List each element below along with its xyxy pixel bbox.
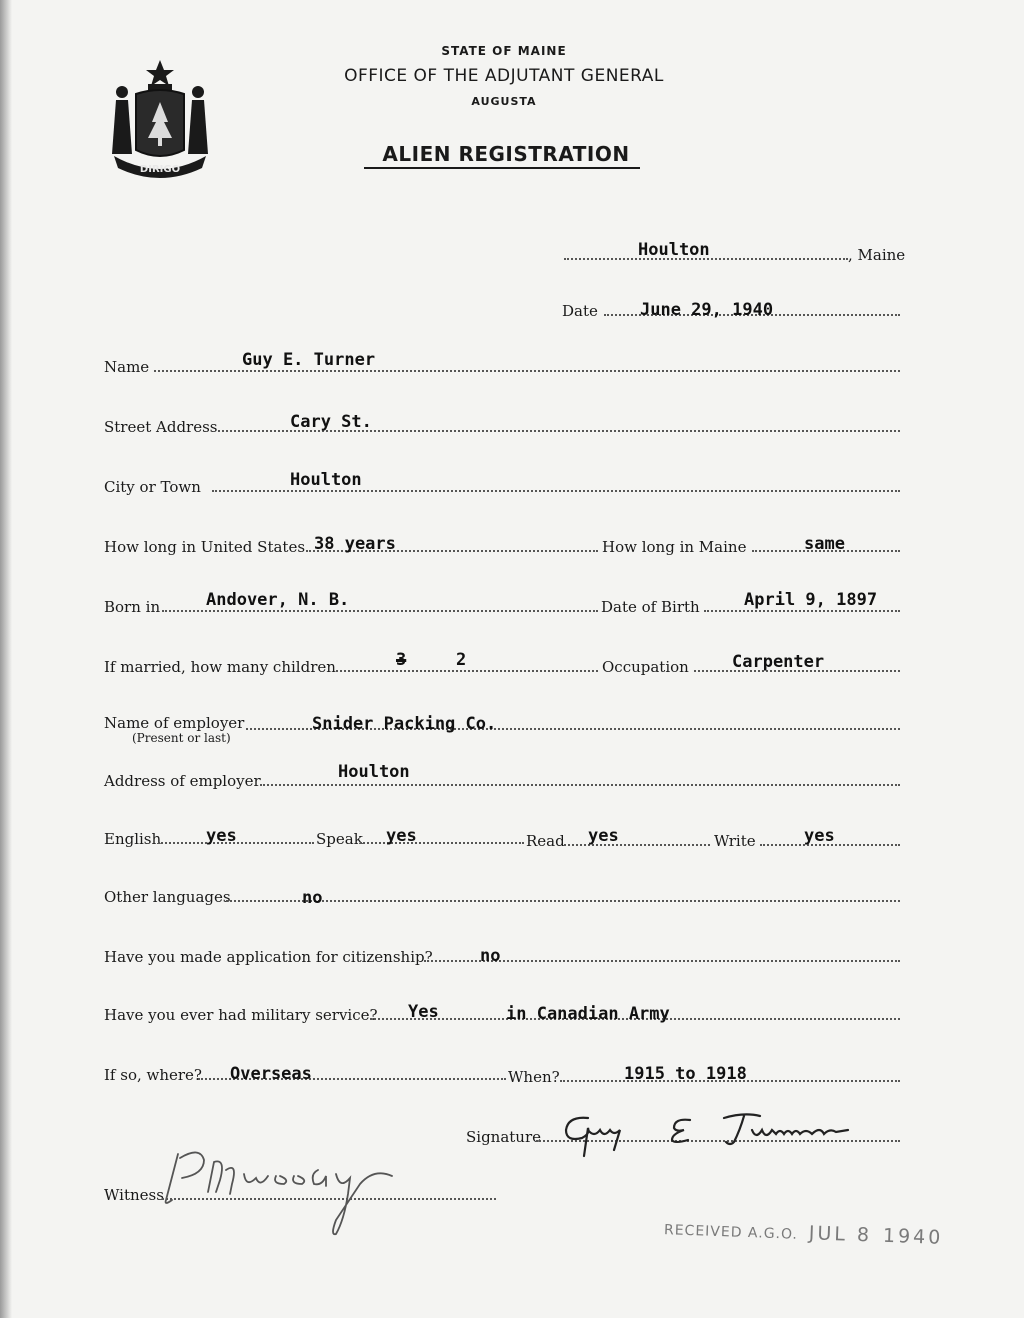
speak-line: [360, 842, 524, 844]
where-label: If so, where?: [104, 1066, 202, 1084]
city-heading: AUGUSTA: [471, 95, 537, 108]
born-in-label: Born in: [104, 598, 161, 616]
born-in-line: [162, 610, 598, 612]
employer-address-value: Houlton: [338, 762, 410, 782]
write-label: Write: [714, 832, 756, 850]
street-address-label: Street Address: [104, 418, 218, 436]
english-label: English: [104, 830, 162, 848]
received-stamp-date: JUL 8: [808, 1222, 873, 1247]
speak-label: Speak: [316, 830, 363, 848]
read-value: yes: [588, 826, 619, 846]
date-value: June 29, 1940: [640, 300, 774, 320]
state-heading: STATE OF MAINE: [441, 44, 567, 58]
received-stamp-text: RECEIVED A.G.O.: [663, 1222, 799, 1243]
when-value: 1915 to 1918: [624, 1064, 747, 1084]
employer-name-label: Name of employer: [104, 714, 245, 732]
other-languages-line: [226, 900, 900, 902]
speak-value: yes: [386, 826, 417, 846]
how-long-us-value: 38 years: [314, 534, 396, 554]
name-label: Name: [104, 358, 150, 376]
citizenship-label: Have you made application for citizenship?: [104, 948, 433, 966]
children-struck-value: 3: [396, 650, 407, 670]
office-heading: OFFICE OF THE ADJUTANT GENERAL: [344, 66, 664, 86]
employer-name-value: Snider Packing Co.: [312, 714, 497, 734]
children-value: 2: [456, 650, 467, 670]
date-of-birth-line: [704, 610, 900, 612]
form-title: ALIEN REGISTRATION: [382, 142, 630, 166]
town-value: Houlton: [638, 240, 710, 260]
signature-label: Signature: [466, 1128, 542, 1146]
street-address-value: Cary St.: [290, 412, 372, 432]
when-label: When?: [508, 1068, 560, 1086]
occupation-value: Carpenter: [732, 652, 825, 672]
city-or-town-line: [212, 490, 900, 492]
read-label: Read: [526, 832, 565, 850]
received-stamp-year: 1940: [882, 1224, 944, 1249]
children-label: If married, how many children: [104, 658, 336, 676]
city-or-town-value: Houlton: [290, 470, 362, 490]
occupation-label: Occupation: [602, 658, 689, 676]
where-value: Overseas: [230, 1064, 312, 1084]
born-in-value: Andover, N. B.: [206, 590, 350, 610]
name-value: Guy E. Turner: [242, 350, 376, 370]
how-long-us-label: How long in United States: [104, 538, 306, 556]
signature-handwriting: [548, 1100, 868, 1162]
employer-address-label: Address of employer: [104, 772, 261, 790]
title-underline: [364, 167, 640, 169]
date-of-birth-value: April 9, 1897: [744, 590, 878, 610]
date-label: Date: [562, 302, 598, 320]
city-or-town-label: City or Town: [104, 478, 201, 496]
military-label: Have you ever had military service?: [104, 1006, 378, 1024]
received-stamp: [664, 1217, 944, 1249]
other-languages-label: Other languages: [104, 888, 231, 906]
state-suffix-label: , Maine: [848, 246, 906, 264]
children-line: [336, 670, 598, 672]
read-line: [564, 844, 710, 846]
how-long-maine-label: How long in Maine: [602, 538, 747, 556]
employer-address-line: [260, 784, 900, 786]
citizenship-value: no: [480, 946, 501, 966]
witness-label: Witness: [104, 1186, 164, 1204]
how-long-maine-value: same: [804, 534, 845, 554]
write-value: yes: [804, 826, 835, 846]
seal-motto: DIRIGO: [139, 164, 181, 175]
english-value: yes: [206, 826, 237, 846]
employer-note-label: (Present or last): [132, 731, 231, 745]
date-of-birth-label: Date of Birth: [601, 598, 700, 616]
military-value: Yes: [408, 1002, 439, 1022]
other-languages-value: no: [302, 888, 323, 908]
witness-signature-handwriting: [160, 1140, 410, 1240]
page-edge-shadow: [0, 0, 12, 1318]
military-detail-value: in Canadian Army: [506, 1004, 670, 1024]
name-line: [154, 370, 900, 372]
